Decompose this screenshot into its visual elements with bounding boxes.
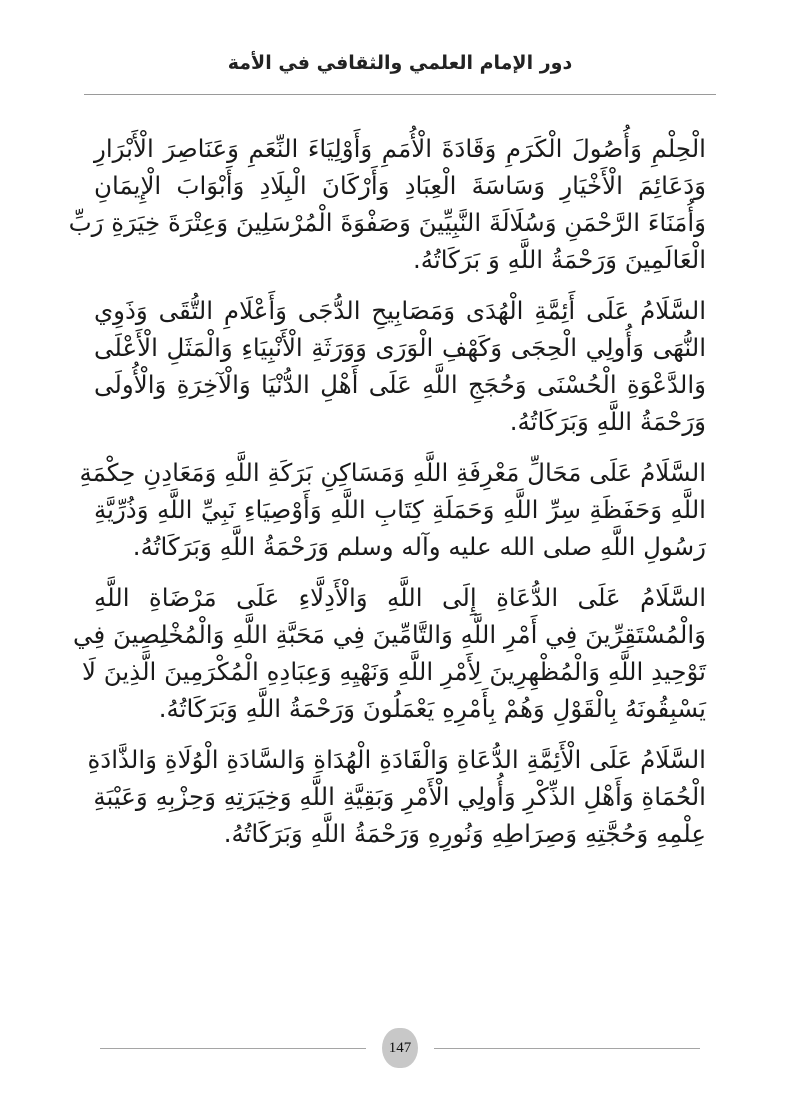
paragraph-3 <box>79 454 706 565</box>
text-line: عِلْمِهِ وَحُجَّتِهِ وَصِرَاطِهِ وَنُورِهِ وَرَحْمَةُ اللَّهِ وَبَرَكَاتُهُ. <box>223 819 706 848</box>
text-line: النُّهَى وَأُولِي الْحِجَى وَكَهْفِ الْوَرَى وَوَرَثَةِ الْأَنْبِيَاءِ وَالْمَثَلِ الْأَعْلَى <box>94 333 706 362</box>
text-line: السَّلَامُ عَلَى أَئِمَّةِ الْهُدَى وَمَصَابِيحِ الدُّجَى وَأَعْلَامِ التُّقَى وَذَوِي <box>94 296 706 325</box>
paragraph-2 <box>94 292 706 440</box>
text-line: وَأُمَنَاءَ الرَّحْمَنِ وَسُلَالَةَ النَّبِيِّينَ وَصَفْوَةَ الْمُرْسَلِينَ وَعِتْرَةَ خِيَرَةِ رَبِّ <box>68 208 706 237</box>
page-number-badge <box>382 1028 418 1068</box>
text-line: وَرَحْمَةُ اللَّهِ وَبَرَكَاتُهُ. <box>509 407 706 436</box>
text-line: السَّلَامُ عَلَى الدُّعَاةِ إِلَى اللَّهِ وَالْأَدِلَّاءِ عَلَى مَرْضَاةِ اللَّهِ <box>94 583 706 612</box>
text-line: رَسُولِ اللَّهِ صلى الله عليه وآله وسلم وَرَحْمَةُ اللَّهِ وَبَرَكَاتُهُ. <box>132 532 706 561</box>
page-number: 147 <box>388 1039 412 1056</box>
text-line: السَّلَامُ عَلَى الْأَئِمَّةِ الدُّعَاةِ وَالْقَادَةِ الْهُدَاةِ وَالسَّادَةِ الْوُلَاةِ وَالذَّادَةِ <box>87 745 706 774</box>
header-divider <box>84 94 716 95</box>
body-text <box>68 130 706 866</box>
text-line: وَالْمُسْتَقِرِّينَ فِي أَمْرِ اللَّهِ وَالتَّامِّينَ فِي مَحَبَّةِ اللَّهِ وَالْمُخْلِصِينَ فِي <box>73 620 706 649</box>
paragraph-4 <box>73 579 706 727</box>
page-footer <box>100 1020 700 1060</box>
footer-divider-right <box>434 1048 700 1049</box>
text-line: وَدَعَائِمَ الْأَخْيَارِ وَسَاسَةَ الْعِبَادِ وَأَرْكَانَ الْبِلَادِ وَأَبْوَابَ الْإِيمَانِ <box>94 171 706 200</box>
text-line: الْحِلْمِ وَأُصُولَ الْكَرَمِ وَقَادَةَ الْأُمَمِ وَأَوْلِيَاءَ النِّعَمِ وَعَنَاصِرَ الْأَبْرَارِ <box>94 134 706 163</box>
footer-divider-left <box>100 1048 366 1049</box>
text-line: تَوْحِيدِ اللَّهِ وَالْمُظْهِرِينَ لِأَمْرِ اللَّهِ وَنَهْيِهِ وَعِبَادِهِ الْمُكْرَمِينَ الَّذِينَ لَا <box>81 657 706 686</box>
paragraph-1 <box>68 130 706 278</box>
text-line: يَسْبِقُونَهُ بِالْقَوْلِ وَهُمْ بِأَمْرِهِ يَعْمَلُونَ وَرَحْمَةُ اللَّهِ وَبَرَكَاتُهُ. <box>158 694 706 723</box>
text-line: السَّلَامُ عَلَى مَحَالِّ مَعْرِفَةِ اللَّهِ وَمَسَاكِنِ بَرَكَةِ اللَّهِ وَمَعَادِنِ حِكْمَةِ <box>79 458 706 487</box>
text-line: الْعَالَمِينَ وَرَحْمَةُ اللَّهِ وَ بَرَكَاتُهُ. <box>412 245 706 274</box>
running-header-title: دور الإمام العلمي والثقافي في الأمة <box>227 52 573 74</box>
paragraph-5 <box>87 741 706 852</box>
text-line: الْحُمَاةِ وَأَهْلِ الذِّكْرِ وَأُولِي الْأَمْرِ وَبَقِيَّةِ اللَّهِ وَخِيَرَتِهِ وَحِزْبِهِ وَعَيْبَةِ <box>93 782 706 811</box>
text-line: وَالدَّعْوَةِ الْحُسْنَى وَحُجَجِ اللَّهِ عَلَى أَهْلِ الدُّنْيَا وَالْآخِرَةِ وَالْأُولَى <box>94 370 706 399</box>
text-line: اللَّهِ وَحَفَظَةِ سِرِّ اللَّهِ وَحَمَلَةِ كِتَابِ اللَّهِ وَأَوْصِيَاءِ نَبِيِّ اللَّهِ وَذُرِّيَّةِ <box>94 495 706 524</box>
